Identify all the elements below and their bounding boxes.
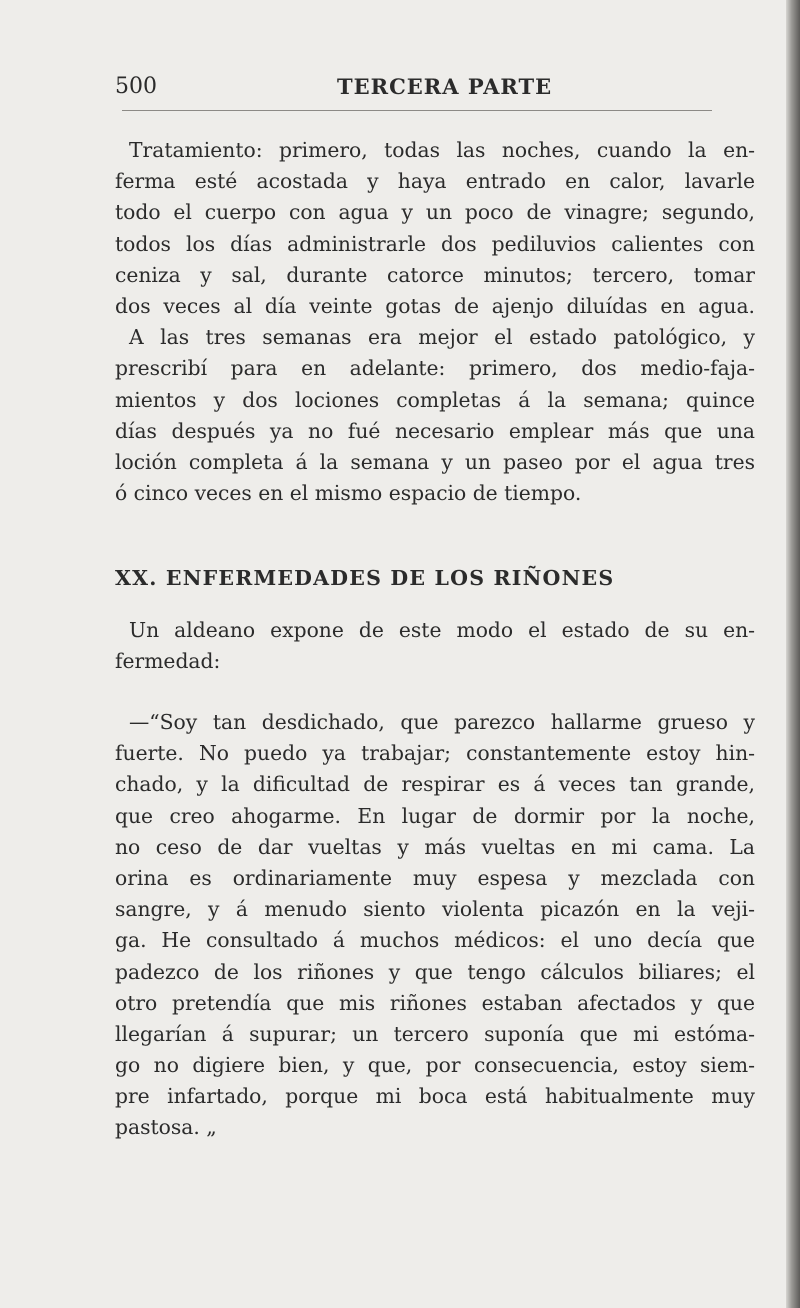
page-header <box>115 74 715 104</box>
text-line: Un aldeano expone de este modo el estado de su en- <box>129 618 755 642</box>
text-line: padezco de los riñones y que tengo cálculos biliares; el <box>115 959 755 984</box>
text-line: fermedad: <box>115 649 221 674</box>
text-line: ceniza y sal, durante catorce minutos; tercero, tomar <box>115 262 755 287</box>
text-line: llegarían á supurar; un tercero suponía que mi estóma- <box>115 1021 755 1046</box>
text-line: orina es ordinariamente muy espesa y mezclada con <box>115 865 755 890</box>
section-title: XX. ENFERMEDADES DE LOS RIÑONES <box>115 566 615 590</box>
text-line: A las tres semanas era mejor el estado patológico, y <box>129 325 755 350</box>
text-line: ferma esté acostada y haya entrado en calor, lavarle <box>115 169 755 194</box>
page-number: 500 <box>115 74 157 99</box>
paragraph-treatment <box>115 135 755 509</box>
text-line: mientos y dos lociones completas á la semana; quince <box>115 387 755 412</box>
running-head: TERCERA PARTE <box>337 74 553 99</box>
text-line: días después ya no fué necesario emplear más que una <box>115 418 755 443</box>
text-line: Tratamiento: primero, todas las noches, cuando la en- <box>129 138 755 162</box>
text-line: prescribí para en adelante: primero, dos medio-faja- <box>115 356 755 381</box>
text-line: pre infartado, porque mi boca está habitualmente muy <box>115 1084 755 1109</box>
page-edge-shadow <box>786 0 800 1308</box>
header-rule <box>122 110 712 111</box>
text-line: go no digiere bien, y que, por consecuencia, estoy siem- <box>115 1053 755 1078</box>
text-line: fuerte. No puedo ya trabajar; constantemente estoy hin- <box>115 741 755 766</box>
paragraph-quote <box>115 707 755 1144</box>
text-line: pastosa. „ <box>115 1115 217 1140</box>
text-line: todos los días administrarle dos pediluvios calientes con <box>115 231 755 256</box>
text-line: chado, y la dificultad de respirar es á veces tan grande, <box>115 772 755 797</box>
text-line: ó cinco veces en el mismo espacio de tiempo. <box>115 481 582 506</box>
text-line: no ceso de dar vueltas y más vueltas en mi cama. La <box>115 834 755 859</box>
text-line: que creo ahogarme. En lugar de dormir por la noche, <box>115 803 755 828</box>
text-line: dos veces al día veinte gotas de ajenjo diluídas en agua. <box>115 293 755 318</box>
text-line: —“Soy tan desdichado, que parezco hallarme grueso y <box>129 710 755 734</box>
text-line: sangre, y á menudo siento violenta picazón en la veji- <box>115 897 755 922</box>
text-line: todo el cuerpo con agua y un poco de vinagre; segundo, <box>115 200 755 225</box>
text-line: loción completa á la semana y un paseo por el agua tres <box>115 449 755 474</box>
paragraph-intro <box>115 615 755 677</box>
text-line: ga. He consultado á muchos médicos: el uno decía que <box>115 928 755 953</box>
text-line: otro pretendía que mis riñones estaban afectados y que <box>115 990 755 1015</box>
